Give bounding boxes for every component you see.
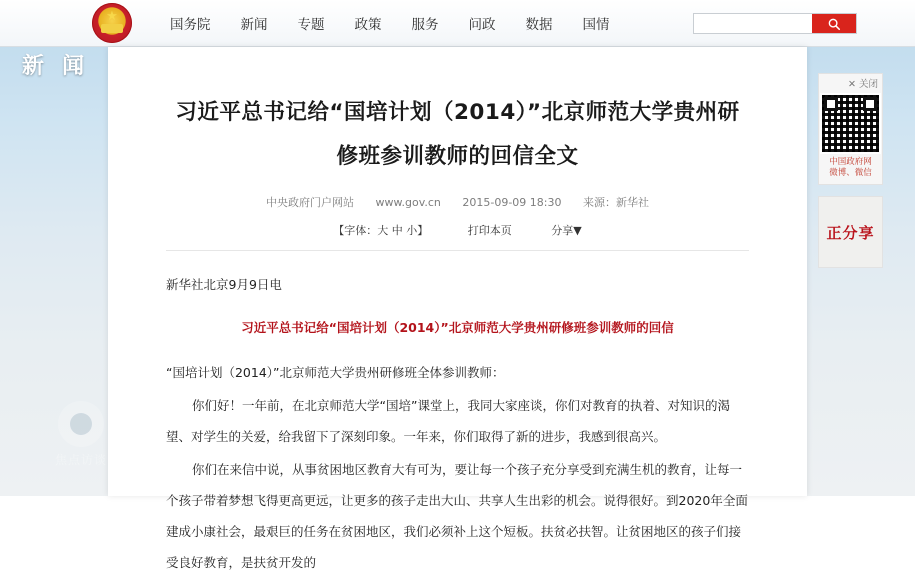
search-box[interactable] (693, 13, 857, 34)
article-body (166, 269, 749, 578)
article-page (108, 47, 807, 570)
meta-source-site: 中央政府门户网站 (266, 195, 354, 209)
qr-code-icon (820, 93, 881, 154)
font-size-group[interactable] (333, 222, 428, 238)
font-size-label: 【字体： (333, 223, 378, 237)
nav-item-national[interactable]: 国情 (582, 17, 610, 33)
nav-item-policy[interactable]: 政策 (354, 17, 382, 33)
qr-caption-line1: 中国政府网 (829, 157, 872, 167)
close-promo-button[interactable]: ✕ 关闭 (848, 79, 878, 90)
print-group[interactable] (468, 222, 512, 238)
page-title: 习近平总书记给“国培计划（2014）”北京师范大学贵州研修班参训教师的回信全文 (175, 100, 740, 170)
divider (166, 250, 749, 251)
watermark-label: 焦点访谈 (55, 453, 108, 467)
article-paragraph: “国培计划（2014）”北京师范大学贵州研修班全体参训教师： (166, 364, 505, 380)
font-size-medium[interactable]: 中 (391, 223, 403, 237)
nav-item-data[interactable]: 数据 (525, 17, 553, 33)
meta-datetime: 2015-09-09 18:30 (462, 195, 562, 209)
article-container (108, 47, 807, 578)
search-icon (827, 17, 841, 31)
floating-share-button[interactable]: 正分享 (818, 196, 883, 268)
search-button[interactable] (812, 14, 856, 33)
qr-promo-card[interactable] (818, 73, 883, 185)
article-subtitle: 习近平总书记给“国培计划（2014）”北京师范大学贵州研修班参训教师的回信 (241, 319, 674, 335)
font-size-small[interactable]: 小】 (406, 223, 429, 237)
nav-item-news[interactable]: 新闻 (240, 17, 268, 33)
site-topbar (0, 0, 915, 47)
channel-logo-sub: 新 闻 (22, 53, 91, 78)
share-dropdown[interactable]: 分享▼ (551, 223, 582, 237)
national-emblem-icon (92, 3, 134, 45)
article-toolbar[interactable] (166, 222, 749, 238)
nav-item-service[interactable]: 服务 (411, 17, 439, 33)
article-paragraph: 你们好！一年前，在北京师范大学“国培”课堂上，我同大家座谈，你们对教育的执着、对知识的渴望、对学生的关爱，给我留下了深刻印象。一年来，你们取得了新的进步，我感到很高兴。 (166, 397, 730, 444)
qr-caption-line2: 微博、微信 (829, 168, 872, 178)
nav-item-guowuyuan[interactable]: 国务院 (170, 17, 211, 33)
meta-source-label: 来源：新华社 (583, 195, 649, 209)
article-meta (166, 194, 749, 210)
print-button[interactable]: 打印本页 (467, 223, 512, 237)
meta-domain: www.gov.cn (375, 195, 441, 209)
share-group[interactable] (551, 222, 581, 238)
search-input[interactable] (694, 14, 812, 33)
primary-nav[interactable] (170, 13, 610, 33)
qr-caption (819, 154, 882, 184)
nav-item-inquiry[interactable]: 问政 (468, 17, 496, 33)
article-dateline: 新华社北京9月9日电 (166, 276, 282, 292)
nav-item-topics[interactable]: 专题 (297, 17, 325, 33)
font-size-large[interactable]: 大 (377, 223, 389, 237)
article-paragraph: 你们在来信中说，从事贫困地区教育大有可为，要让每一个孩子充分享受到充满生机的教育，让每一个孩子带着梦想飞得更高更远，让更多的孩子走出大山、共享人生出彩的机会。说得很好。到2020年全面建成小康社会，最艰巨的任务在贫困地区，我们必须补上这个短板。扶贫必扶智。让贫困地区的孩子们接受良好教育，是扶贫开发的 (166, 461, 748, 570)
